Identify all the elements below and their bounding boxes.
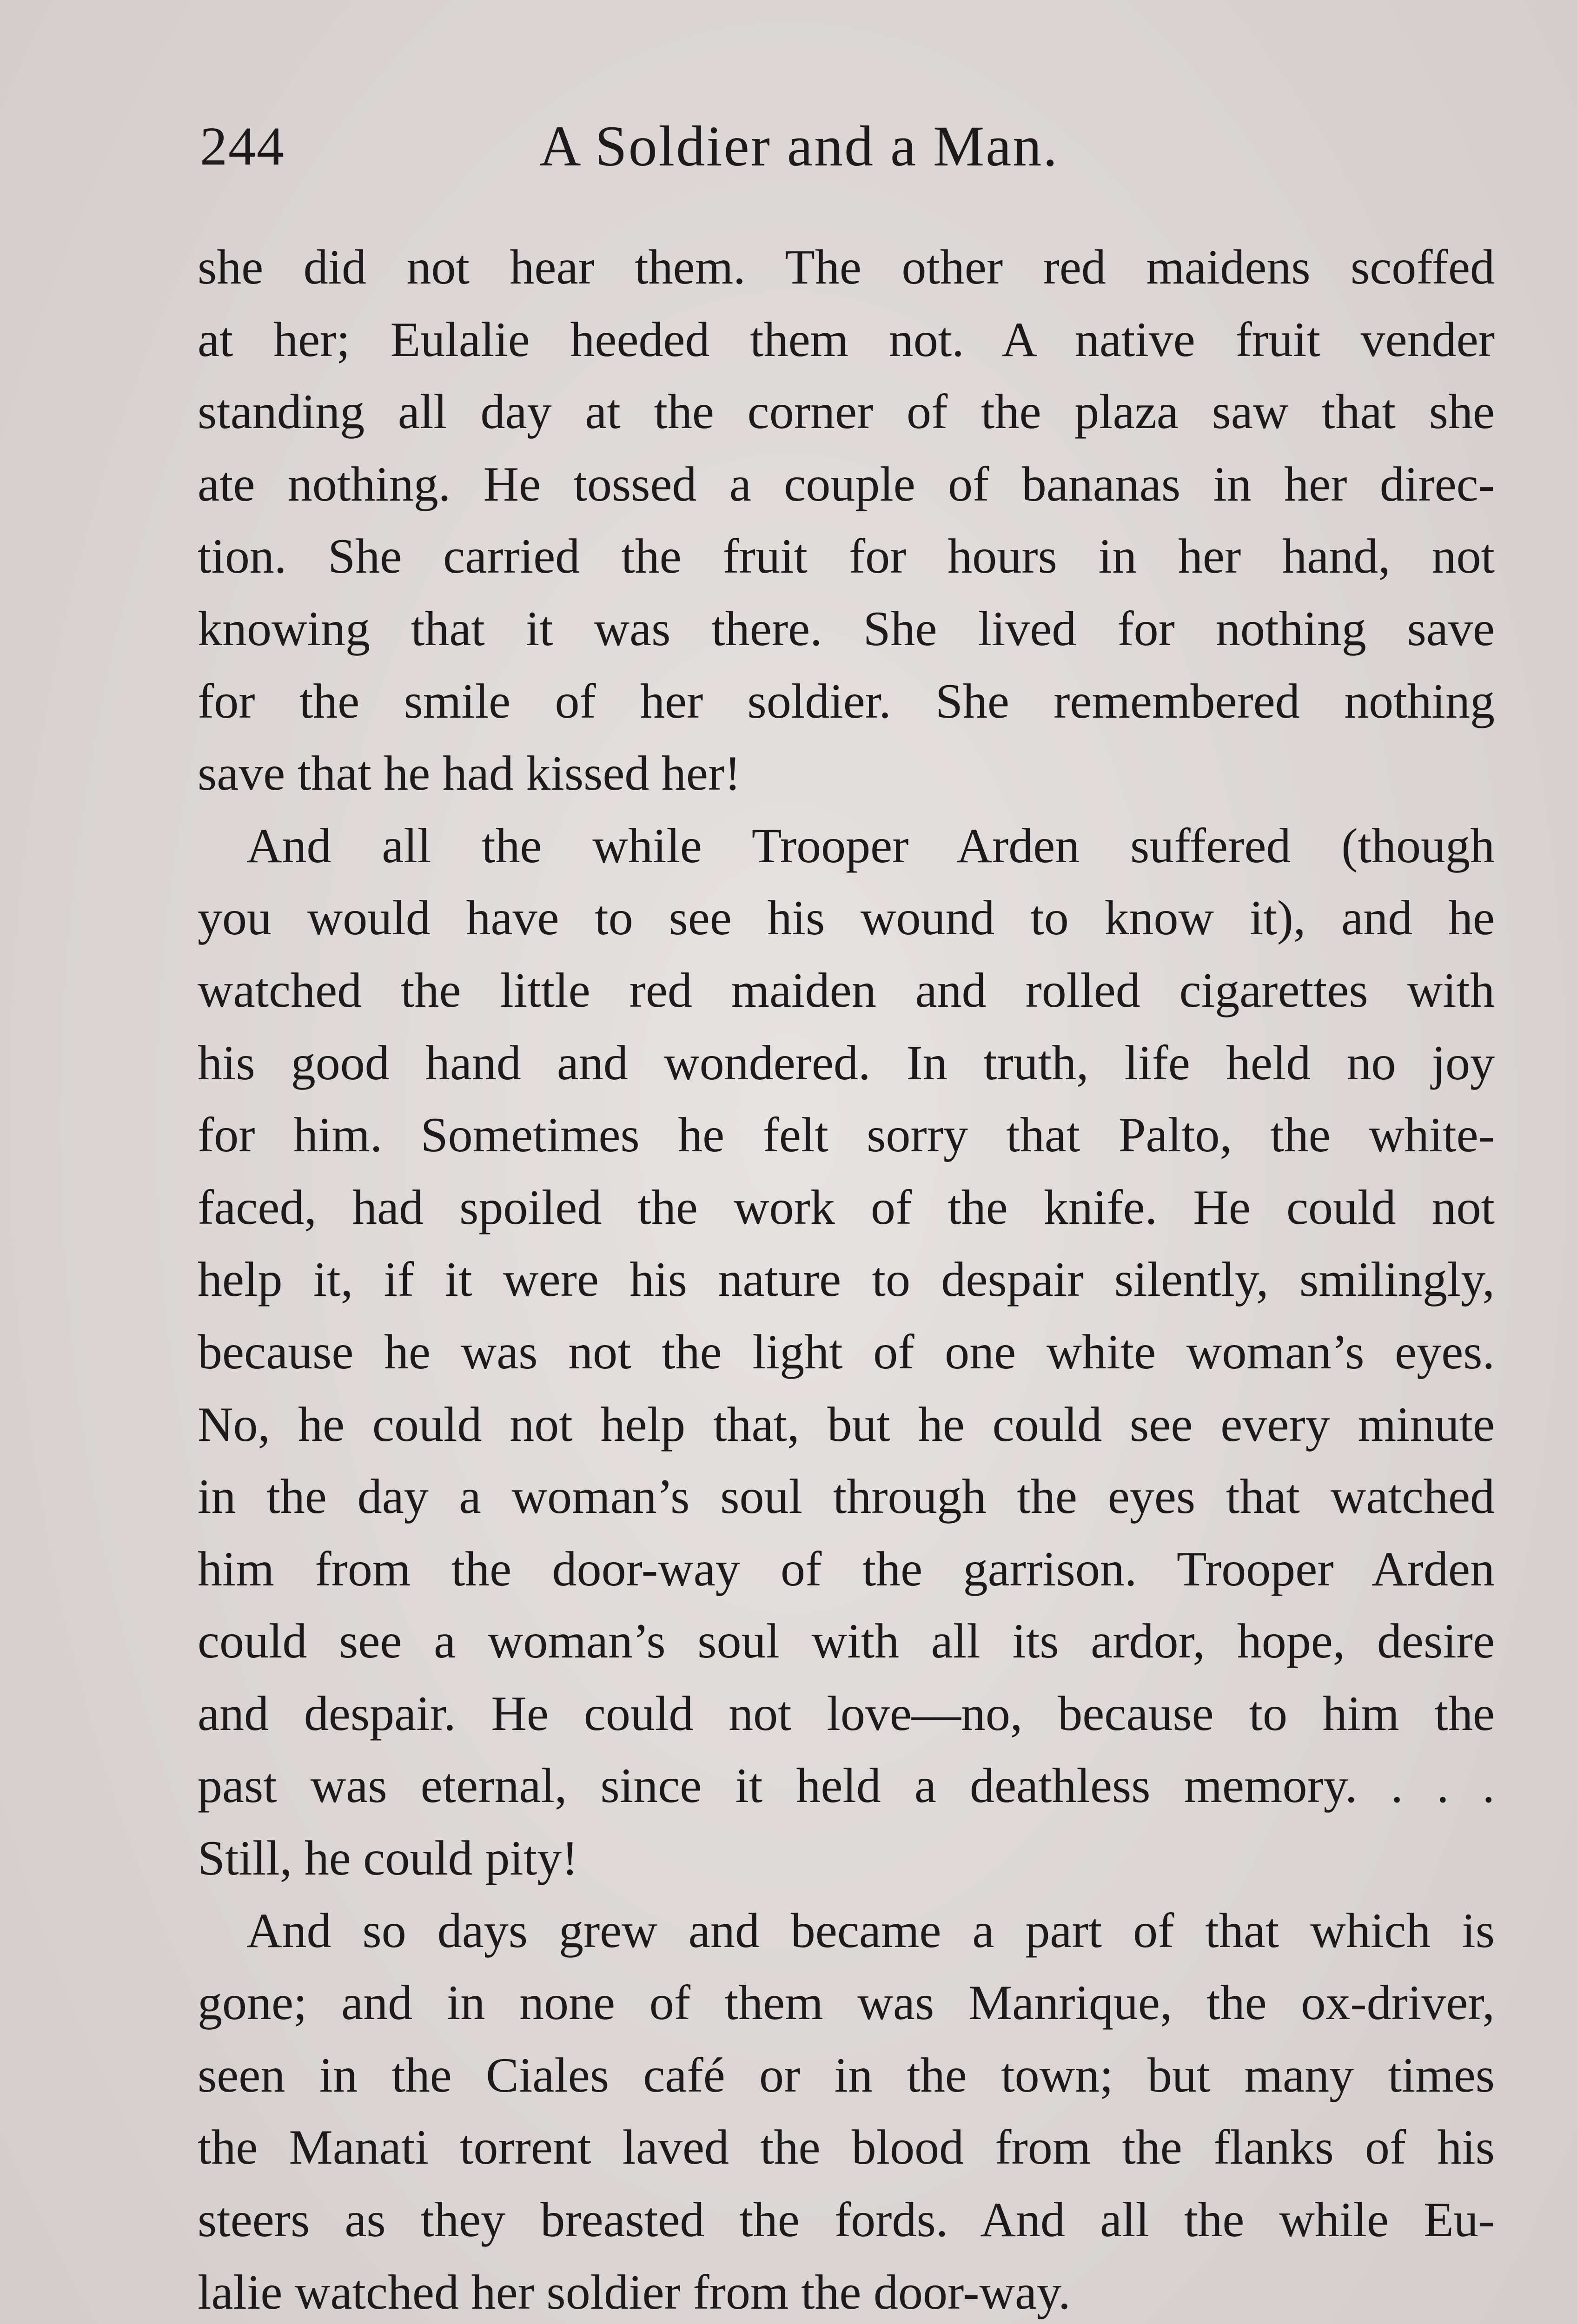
text-line: the Manati torrent laved the blood from the flanks of his — [198, 2120, 1495, 2175]
text-line: seen in the Ciales café or in the town; but many times — [198, 2047, 1495, 2102]
text-line: lalie watched her soldier from the door-way. — [198, 2265, 1071, 2319]
text-line: past was eternal, since it held a deathless memory. . . . — [198, 1758, 1495, 1813]
text-line: in the day a woman’s soul through the eyes that watched — [198, 1469, 1495, 1524]
text-line: his good hand and wondered. In truth, life held no joy — [198, 1035, 1495, 1090]
text-line: and despair. He could not love—no, because to him the — [198, 1686, 1495, 1741]
body-text — [198, 231, 1495, 2324]
text-line: you would have to see his wound to know it), and he — [198, 891, 1495, 945]
text-line: standing all day at the corner of the plaza saw that she — [198, 384, 1495, 439]
text-line: And all the while Trooper Arden suffered (though — [246, 818, 1495, 873]
text-line: steers as they breasted the fords. And all the while Eu- — [198, 2192, 1495, 2247]
text-line: And so days grew and became a part of that which is — [246, 1903, 1495, 1958]
text-line: for the smile of her soldier. She remembered nothing — [198, 673, 1495, 728]
text-line: for him. Sometimes he felt sorry that Palto, the white- — [198, 1108, 1495, 1162]
text-line: because he was not the light of one white woman’s eyes. — [198, 1324, 1495, 1379]
text-line: knowing that it was there. She lived for nothing save — [198, 601, 1495, 656]
text-line: ate nothing. He tossed a couple of bananas in her direc- — [198, 456, 1495, 511]
text-line: gone; and in none of them was Manrique, the ox-driver, — [198, 1975, 1495, 2030]
text-line: faced, had spoiled the work of the knife. He could not — [198, 1180, 1495, 1235]
text-line: No, he could not help that, but he could see every minute — [198, 1397, 1495, 1452]
text-line: tion. She carried the fruit for hours in her hand, not — [198, 529, 1495, 584]
paragraph — [198, 231, 1495, 810]
text-line: Still, he could pity! — [198, 1831, 578, 1886]
text-line: watched the little red maiden and rolled cigarettes with — [198, 963, 1495, 1017]
paragraph — [198, 1895, 1495, 2324]
paragraph — [198, 810, 1495, 1895]
text-line: him from the door-way of the garrison. Trooper Arden — [198, 1541, 1495, 1596]
text-line: save that he had kissed her! — [198, 746, 741, 801]
text-line: at her; Eulalie heeded them not. A native fruit vender — [198, 312, 1495, 367]
text-line: help it, if it were his nature to despair silently, smilingly, — [198, 1252, 1495, 1307]
page-header — [200, 109, 1497, 184]
text-line: could see a woman’s soul with all its ardor, hope, desire — [198, 1614, 1495, 1669]
text-line: she did not hear them. The other red maidens scoffed — [198, 240, 1495, 294]
running-title: A Soldier and a Man. — [539, 114, 1059, 178]
page-number: 244 — [200, 116, 285, 177]
